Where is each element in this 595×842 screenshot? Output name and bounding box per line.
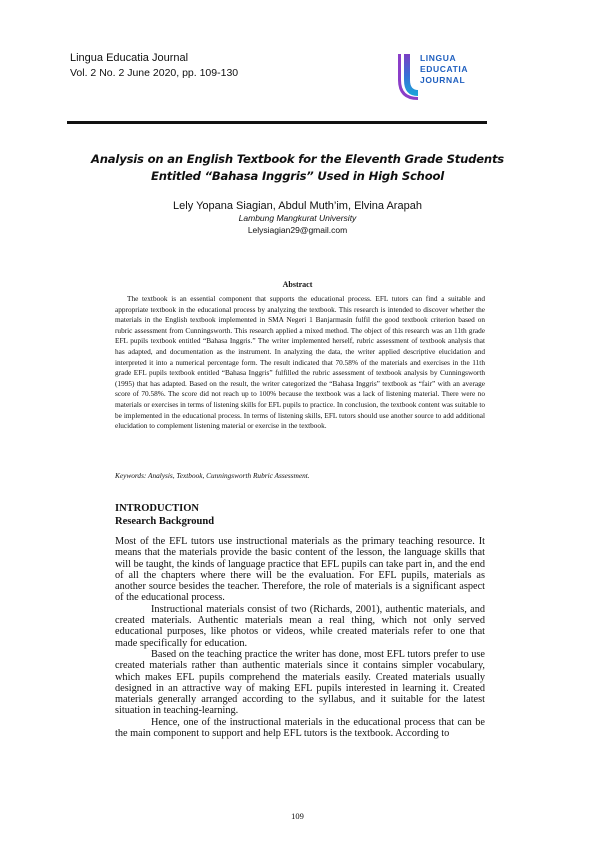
body-paragraph: Hence, one of the instructional materials in the educational process that can be the main component to support and help EFL tutors is the textbook. According to [115, 716, 485, 740]
body-paragraph: Based on the teaching practice the writer has done, most EFL tutors prefer to use created materials rather than authentic materials since it contains simpler vocabulary, which makes EFL pupils comprehend the materials easily. Created materials usually designed in an attractive way of making EFL pupils interested in learning it. Created materials generally arranged according to the syllabus, and it suitable for the latest situation in teaching-learning. [115, 648, 485, 717]
title-line-2: Entitled “Bahasa Inggris” Used in High School [150, 169, 445, 183]
subsection-heading-research-background: Research Background [115, 516, 215, 527]
header-rule [67, 121, 487, 124]
title-line-1: Analysis on an English Textbook for the Eleventh Grade Students [90, 152, 505, 166]
logo-text-line: JOURNAL [420, 75, 466, 85]
affiliation: Lambung Mangkurat University [238, 213, 357, 223]
authors: Lely Yopana Siagian, Abdul Muth’im, Elvina Arapah [173, 200, 422, 212]
article-title [60, 151, 535, 185]
abstract-body [115, 294, 485, 432]
journal-volume-line: Vol. 2 No. 2 June 2020, pp. 109-130 [70, 67, 239, 79]
journal-logo-text [420, 53, 468, 86]
introduction-body [115, 536, 485, 739]
abstract-heading: Abstract [282, 280, 313, 289]
author-email: Lelysiagian29@gmail.com [247, 225, 348, 235]
keywords: Keywords: Analysis, Textbook, Cunningsworth Rubric Assessment. [115, 471, 310, 480]
page-number: 109 [291, 811, 304, 821]
abstract-text: The textbook is an essential component that supports the educational process. EFL tutors can find a suitable and appropriate textbook in the educational process by analyzing the textbook. This research is intended to discover whether the materials in the English textbook implemented in SMA Negeri 1 Banjarmasin fulfil the good textbook criterion based on rubric assessment from Cunningsworth. This research applied a mixed method. The object of this research was an 11th grade EFL pupils textbook entitled “Bahasa Inggris.” The writer implemented herself, rubric assessment of textbook analysis that has adapted, and documentation as the instrument. In analyzing the data, the writer applied descriptive elucidation and interpreted it into a numerical percentage form. The result indicated that 70.58% of the materials and exercises in the 11th grade EFL pupils textbook entitled “Bahasa Inggris” fulfilled the rubric assessment of textbook analysis by Cunningsworth (1995) that has adapted. Based on the result, the writer categorized the “Bahasa Inggris” textbook as “fair” with an average score of 70.58%. The score did not reach up to 100% because the textbook was a lack of listening material. There were no materials or exercises in terms of listening skills for EFL pupils to practice. In conclusion, the textbook content was suitable to be implemented in the educational process. In terms of listening skills, EFL tutors should use another source to add additional elucidation to complement listening material or exercise in the textbook. [115, 294, 485, 431]
journal-name: Lingua Educatia Journal [70, 52, 189, 64]
section-heading-introduction: INTRODUCTION [115, 503, 200, 514]
body-paragraph: Instructional materials consist of two (Richards, 2001), authentic materials, and created materials. Authentic materials mean a real thing, which not only served educational purposes, like photos or videos, while created materials refer to one that made specifically for education. [115, 603, 485, 649]
logo-text-line: EDUCATIA [420, 64, 469, 74]
body-paragraph: Most of the EFL tutors use instructional materials as the primary teaching resource. It means that the materials provide the basic content of the lesson, the language skills that will be taught, the kinds of language practice that EFL pupils can take part in, and the end of all the chapters where there will be the evaluation. For EFL pupils, materials as another source besides the teacher. Therefore, the role of materials is a significant aspect of the educational process. [115, 536, 485, 604]
logo-text-line: LINGUA [420, 53, 457, 63]
